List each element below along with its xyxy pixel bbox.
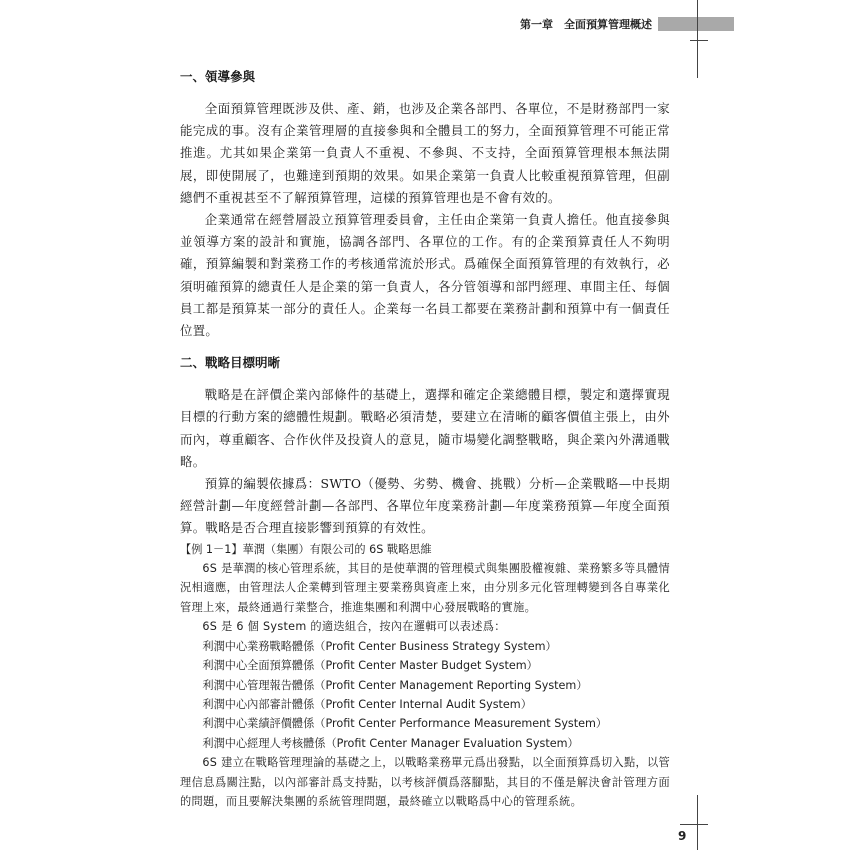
list-item: 利潤中心內部審計體係（Profit Center Internal Audit System）	[202, 697, 532, 711]
crop-mark-bottom	[697, 795, 698, 850]
page-body	[180, 64, 670, 811]
section-heading-leadership: 一、領導參與	[180, 69, 256, 84]
example-title: 【例 1－1】華潤（集團）有限公司的 6S 戰略思維	[180, 542, 432, 556]
paragraph: 企業通常在經營層設立預算管理委員會，主任由企業第一負責人擔任。他直接參與並領導方案的設計和實施，協調各部門、各單位的工作。有的企業預算責任人不夠明確，預算編製和對業務工作的考核通常流於形式。爲確保全面預算管理的有效執行，必須明確預算的總責任人是企業的第一負責人，各分管領導和部門經理、車間主任、每個員工都是預算某一部分的責任人。企業每一名員工都要在業務計劃和預算中有一個責任位置。	[180, 212, 670, 339]
crop-mark-top	[697, 0, 698, 78]
running-header	[520, 14, 734, 34]
example-box	[180, 540, 670, 812]
header-gray-bar	[658, 17, 734, 31]
list-item: 利潤中心經理人考核體係（Profit Center Manager Evaluation System）	[202, 736, 579, 750]
section-heading-strategy: 二、戰略目標明晰	[180, 355, 281, 371]
crop-mark-bottom-tick	[680, 824, 708, 825]
paragraph: 全面預算管理既涉及供、產、銷，也涉及企業各部門、各單位，不是財務部門一家能完成的事。沒有企業管理層的直接參與和全體員工的努力，全面預算管理不可能正常推進。尤其如果企業第一負責人不重視、不參與、不支持，全面預算管理根本無法開展，即使開展了，也難達到預期的效果。如果企業第一負責人比較重視預算管理，但副總們不重視甚至不了解預算管理，這樣的預算管理也是不會有效的。	[180, 101, 670, 205]
list-item: 利潤中心業務戰略體係（Profit Center Business Strategy System）	[202, 639, 557, 653]
example-lead: 6S 是 6 個 System 的適迭組合，按內在邏輯可以表述爲：	[202, 620, 506, 634]
system-list	[180, 637, 670, 753]
page-number: 9	[678, 829, 687, 843]
paragraph: 預算的編製依據爲：SWTO（優勢、劣勢、機會、挑戰）分析—企業戰略—中長期經營計劃—年度經營計劃—各部門、各單位年度業務計劃—年度業務預算—年度全面預算。戰略是否合理直接影響到預算的有效性。	[180, 476, 670, 536]
list-item: 利潤中心業績評價體係（Profit Center Performance Measurement System）	[202, 717, 608, 731]
paragraph: 戰略是在評價企業內部條件的基礎上，選擇和確定企業總體目標，製定和選擇實現目標的行動方案的總體性規劃。戰略必須清楚，要建立在清晰的顧客價值主張上，由外而內，尊重顧客、合作伙伴及投資人的意見，隨市場變化調整戰略，與企業內外溝通戰略。	[180, 387, 670, 469]
chapter-title: 第一章 全面預算管理概述	[520, 18, 652, 31]
list-item: 利潤中心全面預算體係（Profit Center Master Budget System）	[202, 659, 538, 673]
list-item: 利潤中心管理報告體係（Profit Center Management Reporting System）	[202, 678, 588, 692]
example-intro: 6S 是華潤的核心管理系統，其目的是使華潤的管理模式與集團股權複雜、業務繁多等具體情況相適應，由管理法人企業轉到管理主要業務與資產上來，由分別多元化管理轉變到各自專業化管理上來，最終通過行業整合，推進集團和利潤中心發展戰略的實施。	[180, 562, 670, 614]
crop-mark-top-tick	[690, 40, 708, 41]
example-conclusion: 6S 建立在戰略管理理論的基礎之上，以戰略業務單元爲出發點，以全面預算爲切入點，以管理信息爲關注點，以內部審計爲支持點，以考核評價爲落腳點，其目的不僅是解決會計管理方面的問題，而且要解決集團的系統管理問題，最終確立以戰略爲中心的管理系統。	[180, 756, 670, 808]
